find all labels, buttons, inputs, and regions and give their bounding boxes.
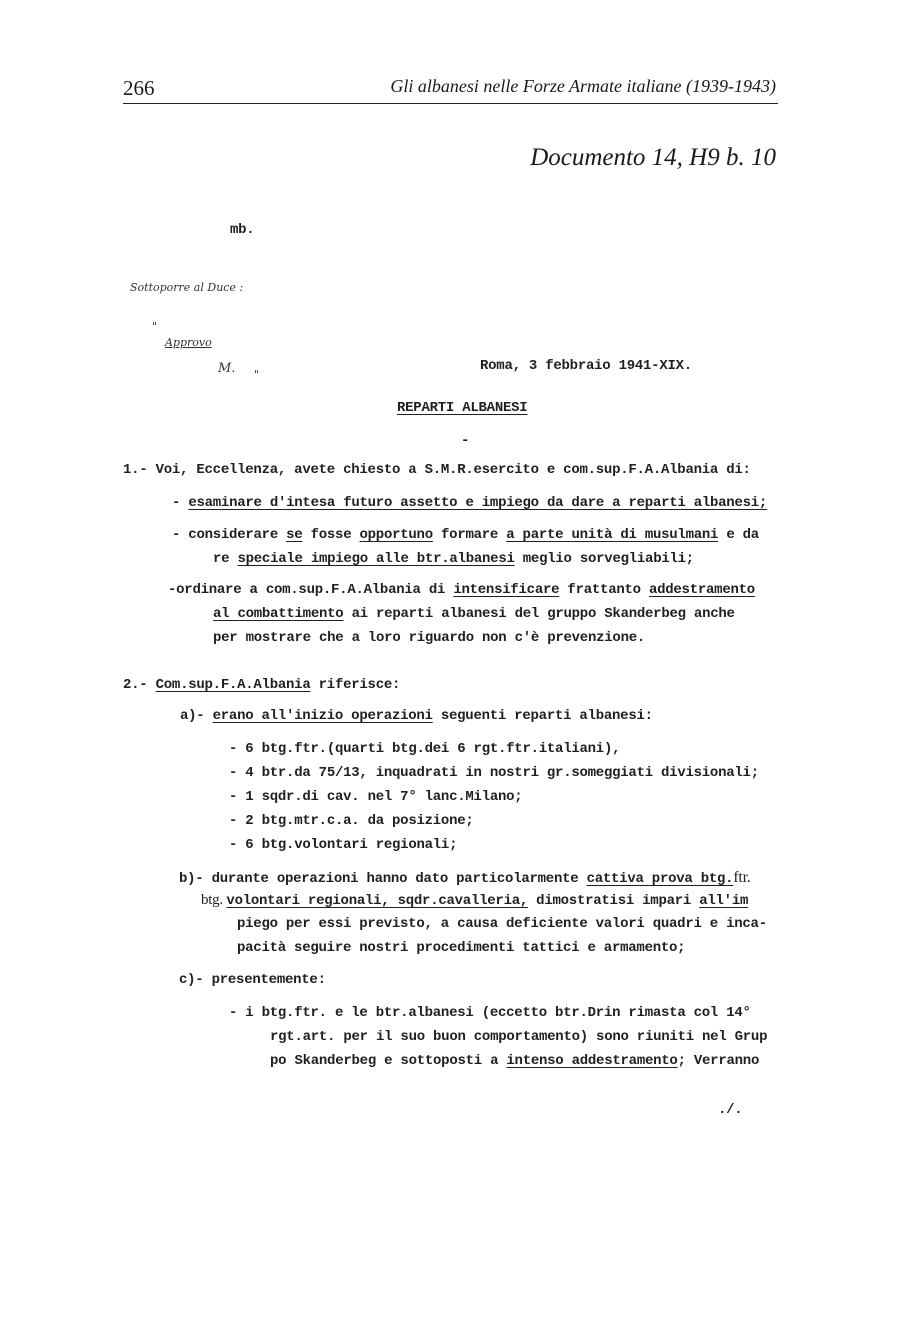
underlined-text: cattiva prova btg. xyxy=(586,871,734,887)
text-run: fosse xyxy=(302,527,360,543)
para1-item3-line3: per mostrare che a loro riguardo non c'è prevenzione. xyxy=(213,630,646,646)
underlined-text: erano all'inizio operazioni xyxy=(212,708,433,724)
handwritten-approval: Approvo xyxy=(165,336,212,349)
underlined-text: opportuno xyxy=(359,527,433,543)
handwritten-signature: M. xyxy=(218,361,236,376)
document-title: REPARTI ALBANESI xyxy=(397,400,528,416)
para1-intro: 1.- Voi, Eccellenza, avete chiesto a S.M.R.esercito e com.sup.F.A.Albania di: xyxy=(123,462,751,478)
handwritten-insertion: btg. xyxy=(201,892,227,908)
para2-b-line3: piego per essi previsto, a causa deficiente valori quadri e inca- xyxy=(237,916,767,932)
text-run: ai reparti albanesi del gruppo Skanderbeg anche xyxy=(343,606,735,622)
para2-a-item: - 4 btr.da 75/13, inquadrati in nostri gr.someggiati divisionali; xyxy=(229,765,759,781)
para2-b-line2 xyxy=(201,892,748,909)
text-run: -ordinare a com.sup.F.A.Albania di xyxy=(168,582,454,598)
underlined-text: addestramento xyxy=(648,582,755,598)
para1-item2-line2 xyxy=(213,551,694,567)
para2-a-heading xyxy=(180,708,653,724)
underlined-text: intensificare xyxy=(453,582,560,598)
text-run: dimostratisi impari xyxy=(528,893,700,909)
document-reference: Documento 14, H9 b. 10 xyxy=(530,144,776,171)
dateline: Roma, 3 febbraio 1941-XIX. xyxy=(480,358,692,374)
text-run: riferisce: xyxy=(310,677,401,693)
text-run: meglio sorvegliabili; xyxy=(514,551,694,567)
para2-a-item: - 2 btg.mtr.c.a. da posizione; xyxy=(229,813,474,829)
para2-c-line3 xyxy=(270,1053,759,1069)
text-run: formare xyxy=(432,527,507,543)
para1-item1 xyxy=(172,495,767,511)
text-run: po Skanderbeg e sottoposti a xyxy=(270,1053,507,1069)
para2-c-line2: rgt.art. per il suo buon comportamento) sono riuniti nel Grup xyxy=(270,1029,768,1045)
header-rule xyxy=(123,103,778,104)
para2-a-item: - 1 sqdr.di cav. nel 7° lanc.Milano; xyxy=(229,789,523,805)
handwritten-note: Sottoporre al Duce : xyxy=(130,281,244,294)
underlined-text: a parte unità di musulmani xyxy=(506,527,719,543)
continued-mark: ./. xyxy=(718,1102,743,1118)
text-run: b)- durante operazioni hanno dato particolarmente xyxy=(179,871,587,887)
underlined-text: se xyxy=(286,527,303,543)
handwritten-mark: " xyxy=(254,368,260,381)
underlined-text: intenso addestramento xyxy=(506,1053,678,1069)
text-run: e da xyxy=(718,527,759,543)
para2-a-item: - 6 btg.volontari regionali; xyxy=(229,837,458,853)
underlined-text: volontari regionali, sqdr.cavalleria, xyxy=(226,893,529,909)
para2-b-line1 xyxy=(179,869,751,887)
underlined-text: all'im xyxy=(699,893,749,909)
page-number: 266 xyxy=(123,76,155,100)
item-label: a)- xyxy=(180,708,213,724)
para2-c-line1: - i btg.ftr. e le btr.albanesi (eccetto btr.Drin rimasta col 14° xyxy=(229,1005,751,1021)
handwritten-insertion: ftr. xyxy=(733,869,751,886)
text-run: ; Verranno xyxy=(677,1053,760,1069)
typist-initials: mb. xyxy=(230,222,255,238)
item-dash: - xyxy=(172,495,189,511)
para2-a-item: - 6 btg.ftr.(quarti btg.dei 6 rgt.ftr.italiani), xyxy=(229,741,621,757)
text-run: - considerare xyxy=(172,527,287,543)
para1-item3-line1 xyxy=(168,582,755,598)
para2-b-line4: pacità seguire nostri procedimenti tattici e armamento; xyxy=(237,940,686,956)
underlined-text: Com.sup.F.A.Albania xyxy=(155,677,311,693)
para2-number: 2.- xyxy=(123,677,156,693)
title-dash: - xyxy=(461,433,470,449)
para1-item3-line2 xyxy=(213,606,735,622)
running-title: Gli albanesi nelle Forze Armate italiane (1939-1943) xyxy=(390,76,776,96)
text-run: frattanto xyxy=(559,582,649,598)
handwritten-mark: " xyxy=(152,320,158,333)
underlined-text: al combattimento xyxy=(213,606,344,622)
para2-c-heading: c)- presentemente: xyxy=(179,972,326,988)
text-run: seguenti reparti albanesi: xyxy=(432,708,653,724)
para2-heading xyxy=(123,677,400,693)
underlined-text: speciale impiego alle btr.albanesi xyxy=(237,551,515,567)
text-run: re xyxy=(213,551,238,567)
underlined-text: esaminare d'intesa futuro assetto e impiego da dare a reparti albanesi; xyxy=(188,495,768,511)
para1-item2-line1 xyxy=(172,527,759,543)
